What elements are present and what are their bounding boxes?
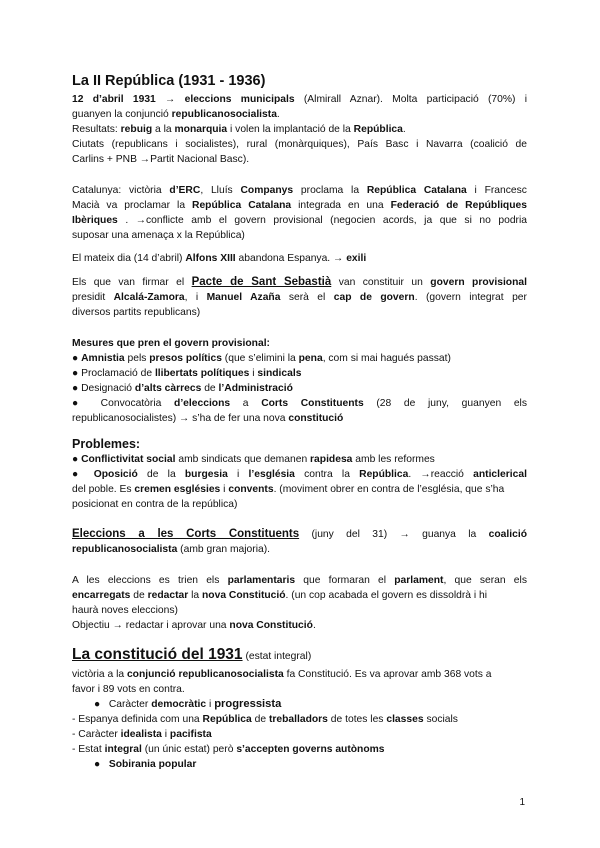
pacte-link: Pacte de Sant Sebastià (191, 276, 332, 288)
eleccions-heading: Eleccions a les Corts Constituents (72, 528, 300, 540)
constitucio-section: La constitució del 1931 (estat integral) victòria a la conjunció republicanosocialista fa Constitució. Es va aprovar amb 368 vots a favor i 89 vots en contra. ● Caràcter democràtic i progressista - Espanya definida com una República de treballadors de totes les classes socials - Caràcter idealista i pacifista - Estat integral (un únic estat) però s’accepten governs autònoms ● Sobirania popular (72, 646, 492, 770)
main-heading: La II República (1931 - 1936) (72, 73, 266, 89)
problems-heading: Problemes: (72, 437, 141, 451)
paragraph-alfons: El mateix dia (14 d’abril) Alfons XIII abandona Espanya. → exili (72, 253, 367, 264)
eleccions-section: Eleccions a les Corts Constituents (juny del 31) → guanya la coalició republicanosocialista (amb gran majoria). (72, 528, 527, 555)
problems-section: Problemes: ● Conflictivitat social amb sindicats que demanen rapidesa amb les reformes ● Oposició de la burgesia i l’església contra la República. →reacció anticlerical del poble. Es cremen esglésies i convents. (moviment obrer en contra de l’església, que s’ha posicionat en contra de la república) (72, 437, 527, 510)
paragraph-1: 12 d’abril 1931 → eleccions municipals (Almirall Aznar). Molta participació (70%) i guanyen la conjunció republicanosocialista. Resultats: rebuig a la monarquia i volen la implantació de la República. Ciutats (republicans i socialistes), rural (monàrquiques), País Basc i Navarra (coalició de Carlins + PNB →Partit Nacional Basc). (72, 94, 527, 165)
bullet-icon: ● (94, 759, 101, 770)
paragraph-pacte: Els que van firmar el Pacte de Sant Sebastià van constituir un govern provisional presidit Alcalá-Zamora, i Manuel Azaña serà el cap de govern. (govern integrat per diversos partits republicans) (72, 276, 527, 318)
bullet-icon: ● (94, 699, 101, 710)
constitucio-heading: La constitució del 1931 (72, 646, 243, 663)
page-number: 1 (519, 797, 525, 808)
paragraph-catalunya: Catalunya: victòria d’ERC, Lluís Companys proclama la República Catalana i Francesc Macià va proclamar la República Catalana integrada en una Federació de Repúbliques Ibèriques . →conflicte amb el govern provisional (negocien acords, ja que si no podria suposar una amenaça x la República) (72, 185, 527, 241)
measures-section: Mesures que pren el govern provisional: ● Amnistia pels presos polítics (que s’elimini la pena, com si mai hagués passat) ● Proclamació de llibertats polítiques i sindicals ● Designació d’alts càrrecs de l’Administració ● Convocatòria d’eleccions a Corts Constituents (28 de juny, guanyen els republicanosocialistes) → s’ha de fer una nova constitució (72, 338, 527, 424)
paragraph-parlament: A les eleccions es trien els parlamentaris que formaran el parlament, que seran els encarregats de redactar la nova Constitució. (un cop acabada el govern es dissoldrà i hi haurà noves eleccions) Objectiu → redactar i aprovar una nova Constitució. (72, 575, 527, 631)
measures-heading: Mesures que pren el govern provisional: (72, 338, 270, 349)
